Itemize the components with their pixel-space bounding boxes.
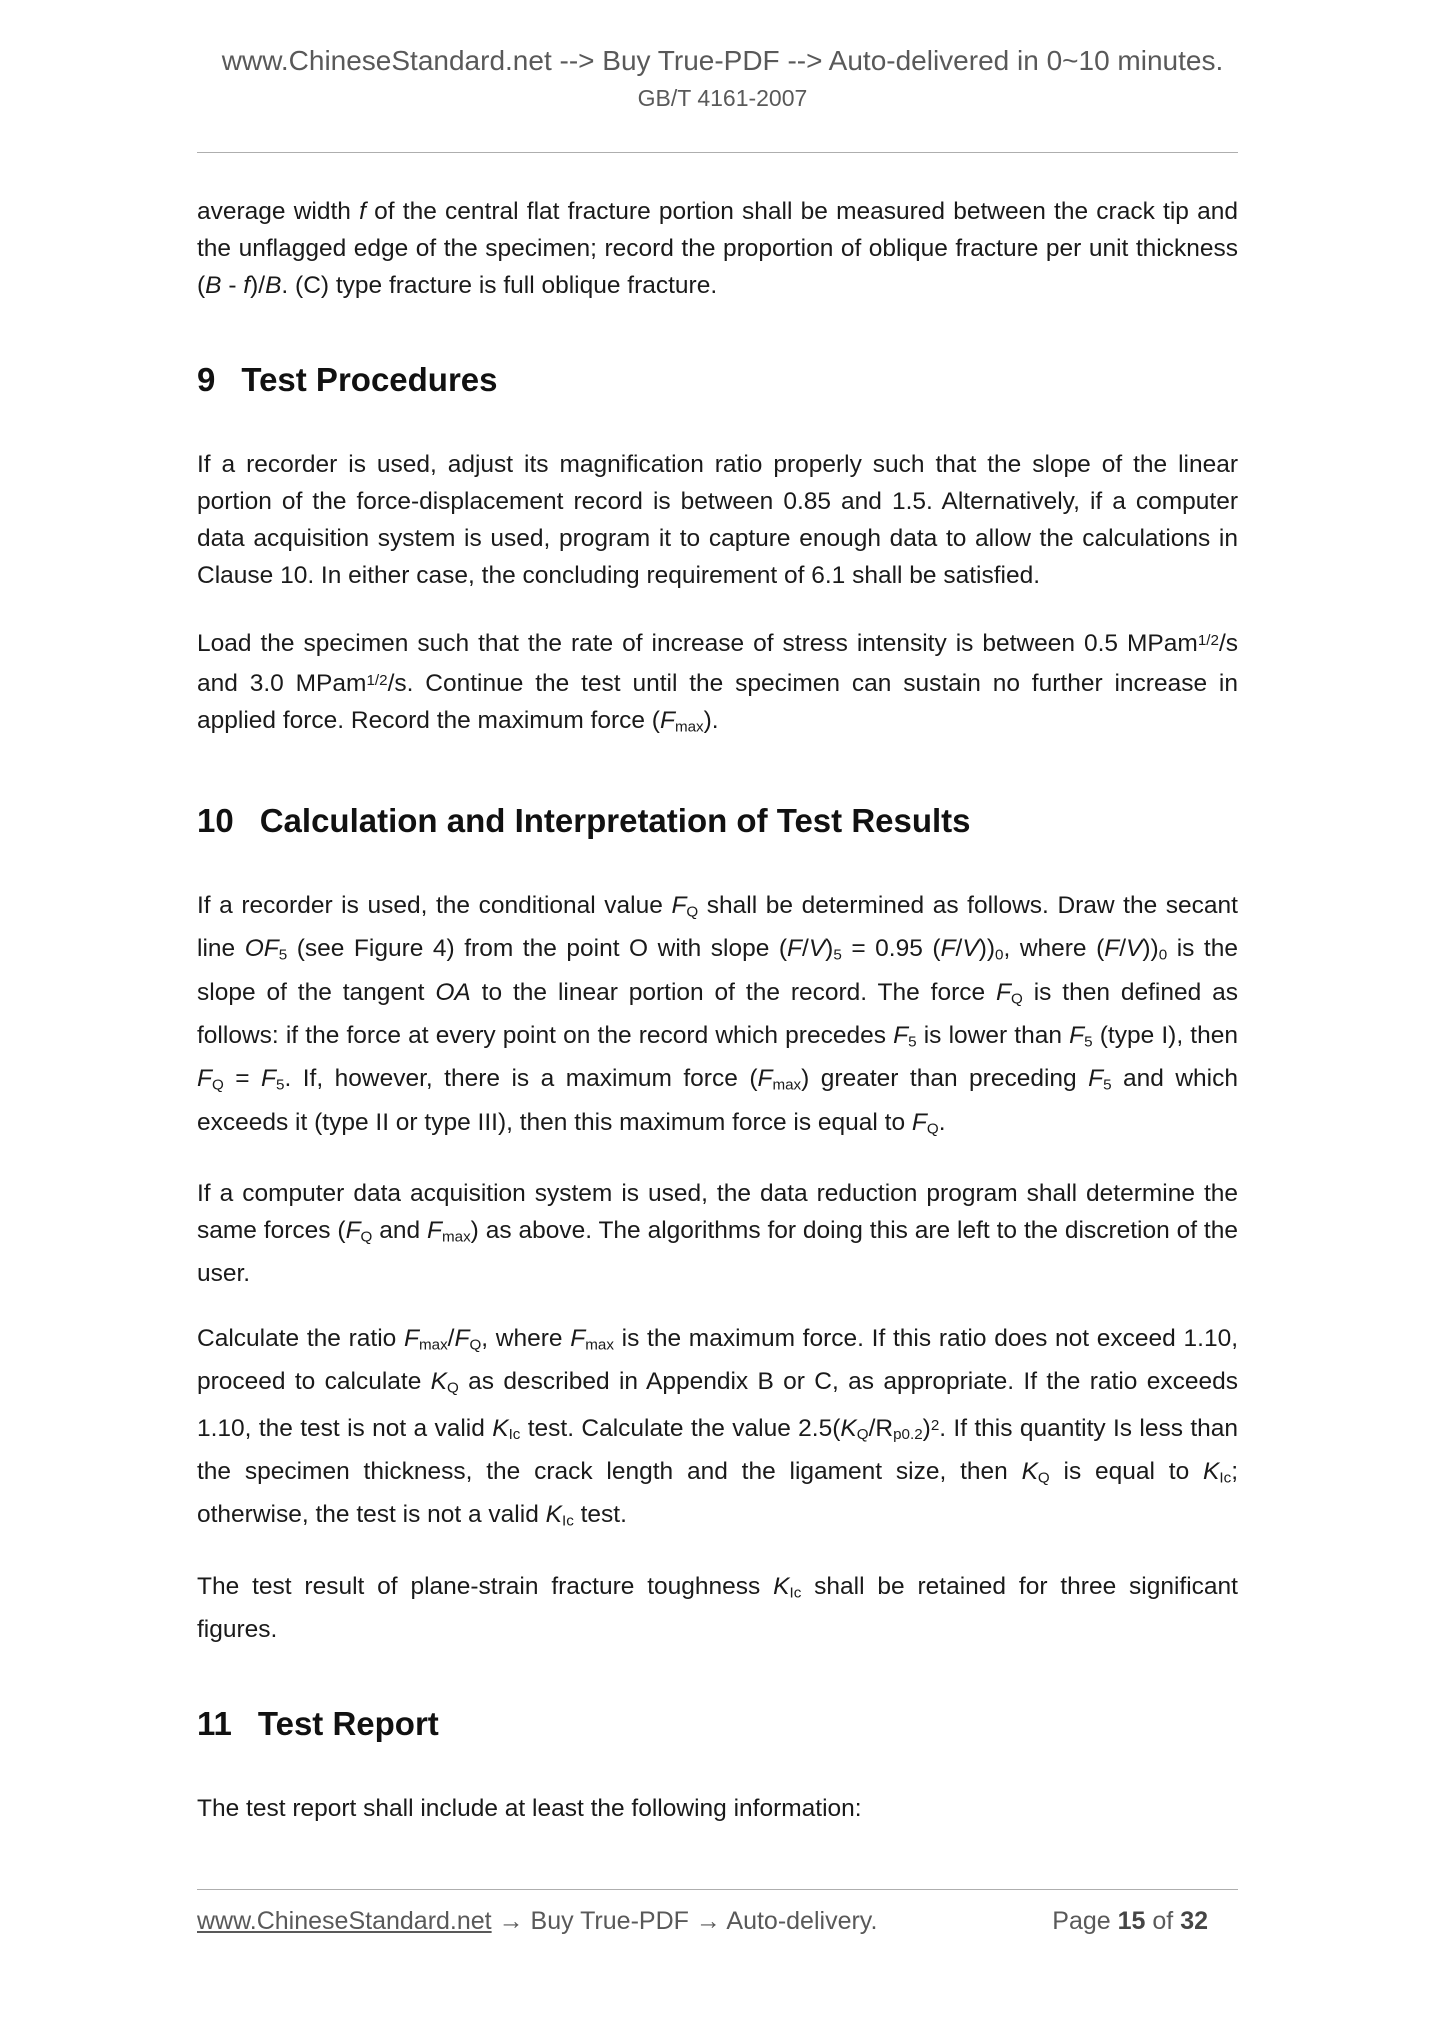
text-segment: . [938,1108,946,1136]
text-segment: is then defined as follows: if the force at every point on the record which precedes [197,978,1239,1049]
doc-number: GB/T 4161-2007 [637,85,808,111]
text-segment: The test result of plane-strain fracture toughness [197,1572,774,1600]
text-segment: , where ( [1003,935,1105,963]
section-heading [197,360,1238,400]
text-segment: /R [868,1414,894,1442]
text-segment: max [674,717,704,735]
text-segment: Ic [508,1425,521,1443]
footer-left [197,1906,877,1936]
text-segment: F [427,1216,442,1244]
text-segment: f [243,272,251,299]
heading-title: Test Report [257,1704,439,1742]
text-segment: 5 [833,946,842,964]
text-segment: Q [1010,989,1023,1007]
heading-number: 9 [197,361,216,398]
text-segment: 5 [276,1076,285,1094]
text-segment: average width [197,198,360,225]
page-current: 15 [1117,1907,1146,1935]
footer-site-link[interactable]: www.ChineseStandard.net [197,1907,492,1935]
text-segment: Ic [561,1512,574,1530]
text-segment: If a recorder is used, adjust its magnification ratio properly such that the slope of the linear portion of the force-displacement record is between 0.85 and 1.5. Alternatively, if a computer data acquisition system is used, program it to capture enough data to allow the calculations in Clause 10. In either case, the concluding requirement of 6.1 shall be satisfied. [197,451,1238,589]
text-segment: B [205,272,222,299]
text-segment: Q [360,1228,373,1246]
text-segment: F [671,891,687,919]
heading-number: 11 [197,1704,232,1742]
heading-number: 10 [197,801,234,839]
text-segment: K [840,1414,857,1442]
text-segment: F [659,706,675,734]
text-segment: K [1021,1457,1038,1485]
text-segment: The test report shall include at least the following information: [197,1794,862,1822]
text-segment: /s and 3.0 MPam [197,629,1238,697]
text-segment: F [996,978,1011,1006]
text-segment: 5 [908,1033,917,1051]
text-segment: F [893,1021,909,1049]
text-segment: V [808,935,826,963]
body-paragraph [197,1790,1238,1827]
text-segment: ). [703,706,719,734]
text-segment: )) [1142,935,1159,963]
text-segment: F [261,1065,277,1093]
page-indicator [1052,1906,1238,1936]
body-paragraph [197,446,1238,594]
text-segment: 5 [278,946,288,964]
text-segment: Calculate the ratio [197,1325,404,1353]
text-segment: . (C) type fracture is full oblique fracture. [281,272,718,299]
text-segment: max [585,1336,614,1354]
text-segment: F [787,935,802,963]
text-segment: ; otherwise, the test is not a valid [197,1457,1238,1529]
text-segment: is lower than [916,1021,1070,1049]
text-segment: (type I), then [1092,1021,1238,1049]
text-segment: /s. Continue the test until the specimen can sustain no further increase in applied force. Record the maximum force ( [197,669,1238,734]
body-paragraph [197,1568,1238,1648]
text-segment: max [441,1228,471,1246]
page-label: Page [1052,1907,1111,1935]
text-segment: If a computer data acquisition system is used, the data reduction program shall determine the same forces ( [197,1179,1238,1244]
text-segment: B [265,272,282,299]
text-segment: / [447,1325,455,1353]
text-segment: is the maximum force. If this ratio does not exceed 1.10, proceed to calculate [197,1325,1239,1396]
text-segment: p0.2 [893,1425,923,1443]
text-segment: ) as above. The algorithms for doing this are left to the discretion of the user. [197,1216,1238,1288]
text-segment: If a recorder is used, the conditional value [197,891,672,919]
section-heading [197,801,1238,841]
text-segment: Q [1037,1469,1050,1487]
of-label: of [1152,1907,1174,1935]
text-segment: Ic [1219,1469,1232,1487]
text-segment: 0 [1158,946,1168,964]
text-segment: is the slope of the tangent [197,935,1238,1006]
text-segment: Q [211,1076,224,1094]
text-segment: 1/2 [366,671,388,689]
text-segment: )) [978,935,996,963]
text-segment: K [545,1501,562,1529]
document-body [197,193,1238,1827]
text-segment: Q [856,1425,869,1443]
text-segment: test. [573,1501,627,1529]
text-segment: K [1203,1457,1220,1485]
text-segment: as described in Appendix B or C, as appropriate. If the ratio exceeds 1.10, the test is not a valid [197,1368,1238,1442]
text-segment: = 0.95 ( [841,935,941,963]
page-footer [197,1889,1238,1936]
body-paragraph [197,622,1238,745]
text-segment: OF [244,935,279,963]
text-segment: V [962,935,979,963]
text-segment: max [772,1076,802,1094]
text-segment: 5 [1103,1076,1112,1094]
text-segment: . If, however, there is a maximum force ( [284,1065,758,1093]
text-segment: . If this quantity Is less than the specimen thickness, the crack length and the ligament size, then [197,1414,1238,1485]
text-segment: 0 [995,946,1004,964]
text-segment: OA [435,978,471,1006]
text-segment: F [1104,935,1120,963]
text-segment: 5 [1084,1033,1093,1051]
text-segment: F [454,1325,470,1353]
body-paragraph [197,1175,1238,1292]
page-header [0,0,1445,112]
heading-title: Test Procedures [241,361,498,398]
header-rule [197,152,1238,153]
text-segment: / [955,935,963,963]
text-segment: K [430,1368,448,1396]
text-segment: 1/2 [1197,632,1219,649]
text-segment: ) [825,935,834,963]
text-segment: Q [469,1336,482,1354]
header-tagline: www.ChineseStandard.net --> Buy True-PDF --> Auto-delivered in 0~10 minutes. [221,45,1224,76]
text-segment: max [418,1336,448,1354]
text-segment: K [773,1572,790,1600]
text-segment: , where [481,1325,571,1353]
text-segment: Q [686,903,699,921]
text-segment: - [221,272,244,299]
page-total: 32 [1180,1907,1208,1935]
text-segment: F [911,1108,927,1136]
text-segment: F [757,1065,773,1093]
text-segment: F [940,935,956,963]
text-segment: F [570,1325,586,1353]
text-segment: / [802,935,809,963]
text-segment: is equal to [1049,1457,1204,1485]
text-segment: (see Figure 4) from the point O with slope ( [287,935,788,963]
text-segment: of the central flat fracture portion shall be measured between the crack tip and the unflagged edge of the specimen; record the proportion of oblique fracture per unit thickness ( [197,198,1238,299]
body-paragraph [197,1320,1238,1539]
text-segment: to the linear portion of the record. The force [470,978,997,1006]
heading-title: Calculation and Interpretation of Test Results [259,801,971,839]
text-segment: f [359,198,366,225]
text-segment: and [372,1216,427,1244]
footer-tagline: → Buy True-PDF → Auto-delivery. [491,1907,878,1935]
text-segment: V [1126,935,1143,963]
text-segment: = [223,1065,262,1093]
text-segment: / [1119,935,1127,963]
text-segment: F [1088,1065,1104,1093]
text-segment: F [1069,1021,1085,1049]
text-segment: Load the specimen such that the rate of increase of stress intensity is between 0.5 MPam [197,629,1198,657]
text-segment: shall be retained for three significant figures. [197,1572,1238,1643]
text-segment: Ic [789,1583,802,1601]
text-segment: F [345,1216,361,1244]
body-paragraph [197,887,1238,1147]
text-segment: Q [926,1119,939,1137]
text-segment: K [492,1414,509,1442]
text-segment: 2 [930,1416,940,1434]
text-segment: Q [447,1379,459,1397]
text-segment: ) [922,1414,931,1442]
text-segment: shall be determined as follows. Draw the secant line [197,891,1238,963]
section-heading [197,1704,1238,1744]
text-segment: test. Calculate the value 2.5( [520,1414,841,1442]
text-segment: ) greater than preceding [801,1065,1089,1093]
text-segment: F [197,1065,212,1093]
body-paragraph [197,193,1238,304]
text-segment: and which exceeds it (type II or type III), then this maximum force is equal to [197,1065,1239,1136]
text-segment: )/ [250,272,266,299]
text-segment: F [404,1325,419,1353]
